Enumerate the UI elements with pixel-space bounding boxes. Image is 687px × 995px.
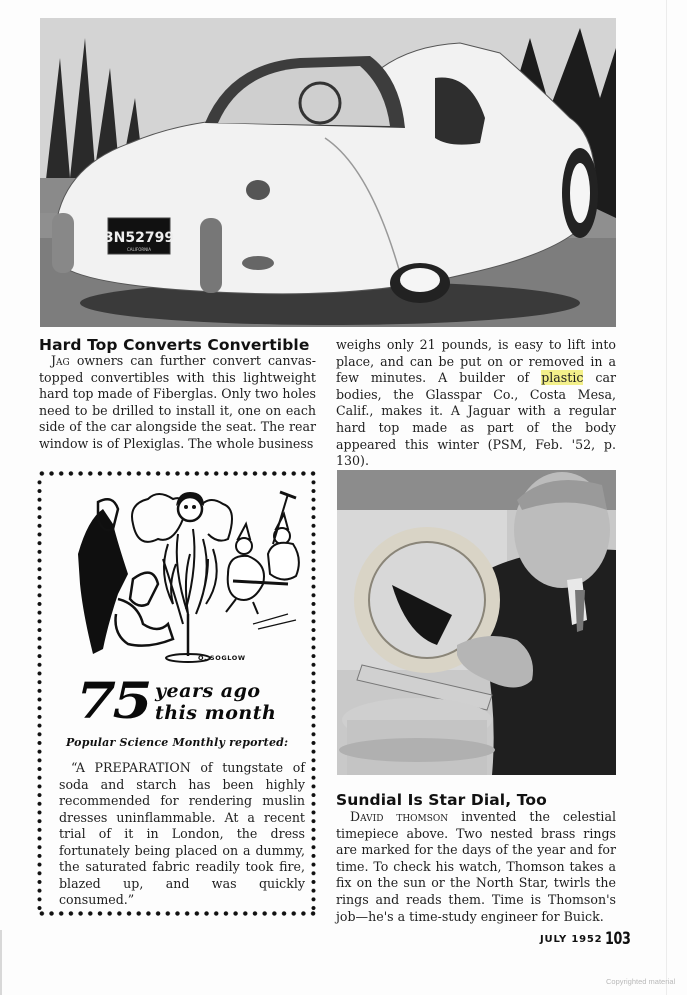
page-footer	[540, 929, 639, 949]
sundial-article-text	[336, 809, 616, 925]
sundial-photo-illustration	[337, 470, 616, 775]
sundial-lead-words: David thomson	[350, 809, 449, 824]
car-article-heading: Hard Top Converts Convertible	[39, 336, 310, 354]
page-edge-left	[0, 930, 2, 995]
soglow-cartoon	[58, 484, 304, 664]
issue-date: JULY 1952	[540, 934, 603, 945]
dot-border-bottom	[37, 911, 316, 916]
dot-border-left	[37, 478, 42, 911]
license-plate-number: 3N52799	[103, 230, 175, 246]
reported-label: Popular Science Monthly reported:	[66, 736, 289, 749]
car-article-column-1	[39, 353, 316, 453]
sundial-photo	[337, 470, 616, 775]
dot-border-right	[311, 478, 316, 911]
quote-lead: “A PREPARATION	[71, 760, 191, 775]
car-article-column-2	[336, 337, 616, 470]
car-article-lead-word: Jag	[51, 353, 70, 368]
car-article-text-1: owners can further convert canvas-topped convertibles with this lightweight hard top made of Fiberglas. Only two holes need to be drilled to install it, one on each side of the car alongside the seat. The rear window is of Plexiglas. The whole business	[39, 353, 316, 451]
historical-quote	[59, 760, 305, 909]
cartoon-signature: O. SOGLOW	[198, 654, 246, 662]
page-edge	[666, 0, 667, 995]
copyright-notice: Copyrighted material	[606, 977, 676, 986]
years-number: 75	[76, 671, 150, 730]
dot-border-top	[37, 471, 316, 476]
quote-body: of tungstate of soda and starch has been highly recommended for rendering muslin dresses uninflammable. At a recent trial of it in London, the dress fortunately being placed on a dummy, the saturated fabric readily took fire, blazed up, and was quickly consumed.”	[59, 760, 305, 907]
highlighted-word[interactable]: plastic	[541, 370, 584, 386]
car-article-text-2b: car bodies, the Glasspar Co., Costa Mesa, Calif., makes it. A Jaguar with a regular hard top made as part of the body appeared this winter (PSM, Feb. '52, p. 130).	[336, 370, 616, 469]
car-article-text-2a: weighs only 21 pounds, is easy to lift into place, and can be put on or removed in a few minutes. A builder of	[336, 337, 616, 386]
sundial-article-heading: Sundial Is Star Dial, Too	[336, 791, 547, 809]
license-plate	[104, 218, 174, 254]
car-photo-illustration	[40, 18, 616, 327]
license-plate-state: CALIFORNIA	[126, 247, 152, 252]
car-photo	[40, 18, 616, 327]
years-ago-line-2: this month	[155, 702, 277, 724]
sundial-body: invented the celestial timepiece above. Two nested brass rings are marked for the days of the year and for time. To check his watch, Thomson takes a fix on the sun or the North Star, twirls the rings and reads them. Time is Thomson's job—he's a time-study engineer for Buick.	[336, 809, 616, 924]
years-ago-line-1: years ago	[155, 680, 261, 702]
page-number: 103	[605, 929, 631, 949]
